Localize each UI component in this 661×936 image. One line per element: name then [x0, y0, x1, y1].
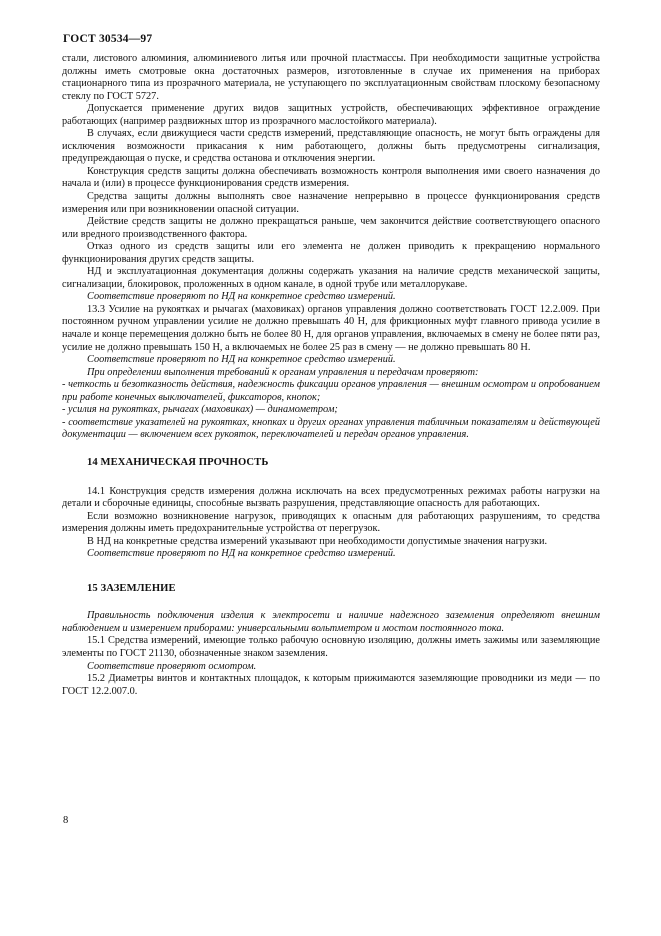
paragraph: Отказ одного из средств защиты или его элемента не должен приводить к прекращению нормального функционирования других средств защиты.: [62, 241, 600, 265]
paragraph: НД и эксплуатационная документация должны содержать указания на наличие средств механической защиты, сигнализации, блокировок, проложенных в одном канале, в одной трубе или металлорукаве.: [62, 266, 600, 290]
paragraph: В случаях, если движущиеся части средств измерений, представляющие опасность, не могут быть ограждены для исключения возможности прикасания к ним работающего, должны быть предусмотрены сигнализация, предупреждающая о пуске, и средства останова и отключения энергии.: [62, 128, 600, 165]
compliance-note: Правильность подключения изделия к электросети и наличие надежного заземления определяют внешним наблюдением и измерением приборами: универсальными вольтметром и мостом постоянного тока.: [62, 610, 600, 634]
section13-continuation: [62, 53, 600, 442]
section-heading-14: 14 МЕХАНИЧЕСКАЯ ПРОЧНОСТЬ: [87, 456, 269, 468]
paragraph: 14.1 Конструкция средств измерения должна исключать на всех предусмотренных режимах работы нагрузки на детали и сборочные единицы, способные вызвать разрушения, представляющие опасность для работающих.: [62, 485, 600, 510]
compliance-note: Соответствие проверяют по НД на конкретное средство измерений.: [87, 548, 396, 560]
paragraph: Если возможно возникновение нагрузок, приводящих к опасным для работающих разрушениям, то средства измерения должны иметь предохранительные устройства от перегрузок.: [62, 510, 600, 535]
section-heading-15: 15 ЗАЗЕМЛЕНИЕ: [87, 582, 176, 594]
paragraph: 15.1 Средства измерений, имеющие только рабочую основную изоляцию, должны иметь зажимы или заземляющие элементы по ГОСТ 21130, обозначенные знаком заземления.: [62, 635, 600, 659]
compliance-note: Соответствие проверяют осмотром.: [87, 660, 257, 672]
list-item: - четкость и безотказность действия, надежность фиксации органов управления — внешним осмотром и опробованием при работе конечных выключателей, фиксаторов, кнопок;: [62, 379, 600, 403]
paragraph: Средства защиты должны выполнять свое назначение непрерывно в процессе функционирования средств измерения или при возникновении опасной ситуации.: [62, 191, 600, 215]
list-item: - усилия на рукоятках, рычагах (маховиках) — динамометром;: [62, 404, 338, 416]
compliance-note: Соответствие проверяют по НД на конкретное средство измерений.: [87, 291, 396, 303]
page-number: 8: [63, 815, 69, 826]
section15-body: [62, 610, 600, 698]
document-code-header: ГОСТ 30534—97: [63, 33, 153, 45]
paragraph: Конструкция средств защиты должна обеспечивать возможность контроля выполнения ими своего назначения до начала и (или) в процессе функционирования средств измерения.: [62, 165, 600, 190]
compliance-note: При определении выполнения требований к органам управления и передачам проверяют:: [87, 366, 479, 378]
compliance-note: Соответствие проверяют по НД на конкретное средство измерений.: [87, 354, 396, 366]
section14-body: [62, 486, 600, 561]
document-body: [62, 53, 600, 698]
paragraph: 13.3 Усилие на рукоятках и рычагах (маховиках) органов управления должно соответствовать ГОСТ 12.2.009. При постоянном ручном управлении усилие не должно превышать 40 Н, для фрикционных муфт главного привода усилие в начале и конце перемещения должно быть не более 80 Н, для органов управления, включаемых в смену не более пяти раз, усилие не должно превышать 150 Н, а включаемых не более 25 раз в смену — не должно превышать 80 Н.: [62, 303, 600, 353]
paragraph: В НД на конкретные средства измерений указывают при необходимости допустимые значения нагрузки.: [87, 535, 548, 547]
paragraph: стали, листового алюминия, алюминиевого литья или прочной пластмассы. При необходимости защитные устройства должны иметь смотровые окна достаточных размеров, изготовленные в случае их применения на приборах стационарного типа из прозрачного материала, не уступающего по эксплуатационным свойствам плоскому безопасному стеклу по ГОСТ 5727.: [62, 53, 600, 102]
paragraph: Действие средств защиты не должно прекращаться раньше, чем закончится действие соответствующего опасного или вредного производственного фактора.: [62, 216, 600, 240]
paragraph: 15.2 Диаметры винтов и контактных площадок, к которым прижимаются заземляющие проводники из меди — по ГОСТ 12.2.007.0.: [62, 673, 600, 697]
list-item: - соответствие указателей на рукоятках, кнопках и других органах управления табличным показателям и действующей документации — включением всех рукояток, переключателей и передач органов управления.: [62, 416, 600, 441]
paragraph: Допускается применение других видов защитных устройств, обеспечивающих эффективное ограждение работающих (например раздвижных штор из прозрачного маслостойкого материала).: [62, 103, 600, 127]
